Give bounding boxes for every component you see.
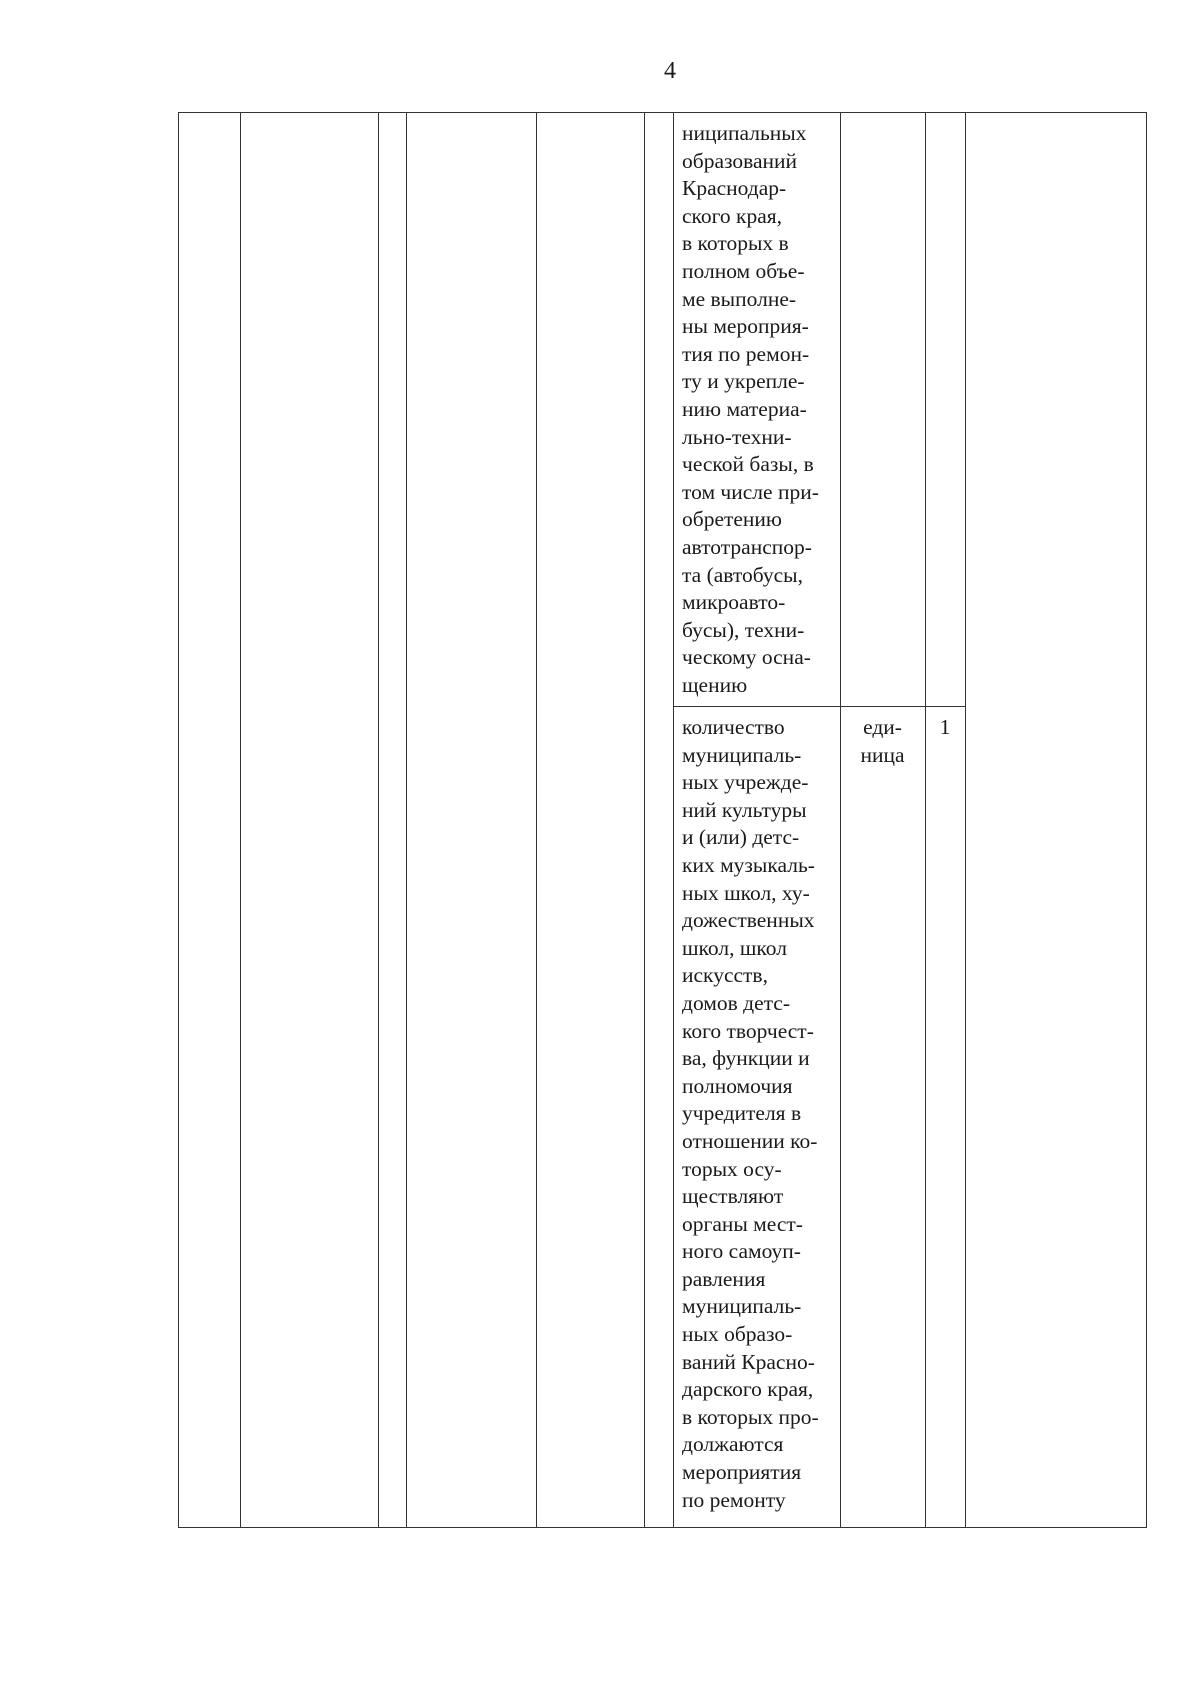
column-divider bbox=[536, 112, 537, 1527]
unit-cell: еди- ница bbox=[860, 715, 905, 767]
column-divider bbox=[644, 112, 645, 1527]
row-divider bbox=[673, 706, 965, 707]
column-divider bbox=[925, 112, 926, 1527]
column-divider bbox=[406, 112, 407, 1527]
column-divider bbox=[965, 112, 966, 1527]
table-border-right bbox=[1146, 112, 1147, 1527]
column-divider bbox=[378, 112, 379, 1527]
column-divider bbox=[673, 112, 674, 1527]
table-border-bottom bbox=[178, 1527, 1147, 1528]
indicator-cell-continued: ниципальных образований Краснодар- ского края, в которых в полном объе- ме выполне- ны мероприя- тия по ремон- ту и укрепле- нию материа- льно-техни- ческой базы, в том числе при- обретению автотранспор- та (автобусы, микроавто- бусы), техни- ческому осна- щению bbox=[682, 121, 819, 697]
page-number: 4 bbox=[664, 58, 676, 84]
table-border-top bbox=[178, 112, 1147, 113]
column-divider bbox=[840, 112, 841, 1527]
value-cell: 1 bbox=[939, 715, 951, 739]
indicator-cell: количество муниципаль- ных учрежде- ний культуры и (или) детс- ких музыкаль- ных школ, ху- дожественных школ, школ искусств, домов детс- кого творчест- ва, функции и полномочия учредителя в отношении ко- торых осу- ществляют органы мест- ного самоуп- равления муниципаль- ных образо- ваний Красно- дарского края, в которых про- должаются мероприятия по ремонту bbox=[682, 715, 819, 1512]
table-border-left bbox=[178, 112, 179, 1527]
column-divider bbox=[240, 112, 241, 1527]
